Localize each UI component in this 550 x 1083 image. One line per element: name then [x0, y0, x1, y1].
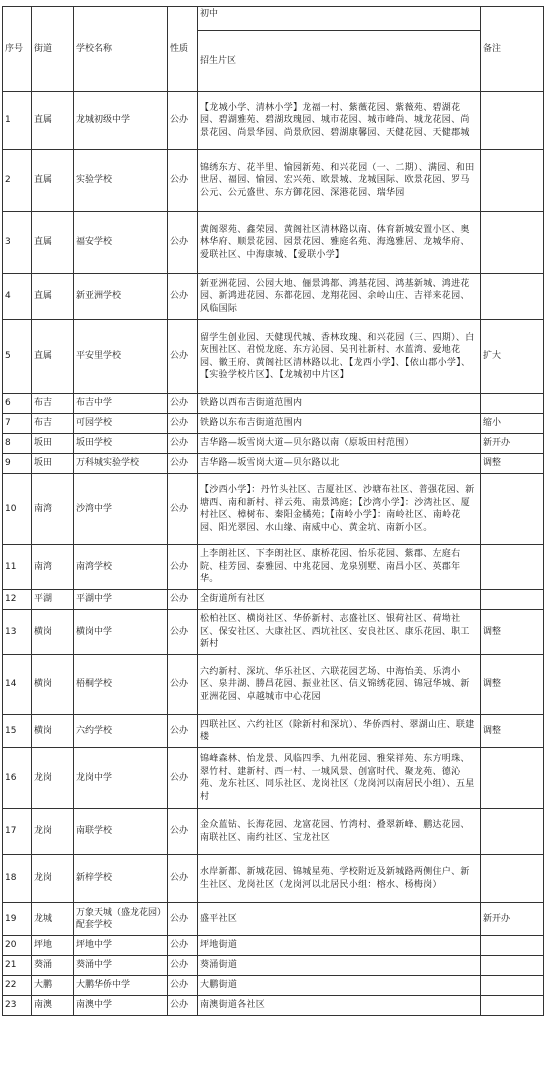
row-area: 松柏社区、横岗社区、华侨新村、志盛社区、银荷社区、荷坳社区、保安社区、大康社区、西坑社区、安良社区、康乐花园、职工新村 — [198, 610, 481, 655]
row-street: 龙岗 — [32, 809, 74, 855]
row-no: 8 — [3, 434, 32, 454]
row-school: 新梓学校 — [74, 855, 168, 903]
row-no: 2 — [3, 150, 32, 212]
row-type: 公办 — [168, 715, 198, 748]
table-row — [3, 903, 544, 936]
row-area: 吉华路—坂雪岗大道—贝尔路以北 — [198, 454, 481, 474]
row-no: 16 — [3, 748, 32, 809]
header-school: 学校名称 — [74, 7, 168, 92]
row-no: 12 — [3, 590, 32, 610]
row-area: 盛平社区 — [198, 903, 481, 936]
row-street: 葵涌 — [32, 956, 74, 976]
row-note — [481, 855, 544, 903]
row-school: 布吉中学 — [74, 394, 168, 414]
row-note — [481, 394, 544, 414]
header-area: 招生片区 — [198, 31, 481, 92]
row-type: 公办 — [168, 855, 198, 903]
row-note — [481, 936, 544, 956]
row-school: 横岗中学 — [74, 610, 168, 655]
row-note — [481, 274, 544, 320]
row-note — [481, 474, 544, 545]
table-row — [3, 855, 544, 903]
row-school: 坪地中学 — [74, 936, 168, 956]
row-type: 公办 — [168, 590, 198, 610]
row-school: 福安学校 — [74, 212, 168, 274]
row-no: 1 — [3, 92, 32, 150]
row-school: 大鹏华侨中学 — [74, 976, 168, 996]
row-note — [481, 956, 544, 976]
row-school: 梧桐学校 — [74, 655, 168, 715]
table-row — [3, 976, 544, 996]
header-note: 备注 — [481, 7, 544, 92]
row-no: 11 — [3, 545, 32, 590]
row-note — [481, 212, 544, 274]
row-type: 公办 — [168, 150, 198, 212]
row-no: 3 — [3, 212, 32, 274]
row-street: 直属 — [32, 150, 74, 212]
row-street: 南湾 — [32, 545, 74, 590]
row-street: 坂田 — [32, 454, 74, 474]
table-row — [3, 610, 544, 655]
row-type: 公办 — [168, 434, 198, 454]
row-street: 龙城 — [32, 903, 74, 936]
row-area: 【龙城小学、清林小学】龙福一村、紫薇花园、紫薇苑、碧湖花园、碧湖雅苑、碧湖玫瑰园、城市花园、城市峰尚、城龙花园、尚景花园、尚景华园、尚景欣园、碧湖康馨园、天健花园、天健郡城 — [198, 92, 481, 150]
table-row — [3, 956, 544, 976]
row-area: 全街道所有社区 — [198, 590, 481, 610]
row-no: 14 — [3, 655, 32, 715]
table-row — [3, 212, 544, 274]
row-street: 直属 — [32, 274, 74, 320]
row-street: 布吉 — [32, 414, 74, 434]
row-area: 锦峰森林、怡龙景、风临四季、九州花园、雅棠祥苑、东方明珠、翠竹村、建新村、西一村、一城风景、创富时代、聚龙苑、德沁苑、龙东社区、同乐社区、龙岗社区（龙岗河以南居民小组）、五星村 — [198, 748, 481, 809]
row-note: 调整 — [481, 715, 544, 748]
row-school: 实验学校 — [74, 150, 168, 212]
row-school: 南澳中学 — [74, 996, 168, 1016]
table-row — [3, 655, 544, 715]
table-row — [3, 274, 544, 320]
row-no: 17 — [3, 809, 32, 855]
enrollment-table — [2, 6, 544, 1016]
row-school: 平安里学校 — [74, 320, 168, 394]
row-no: 6 — [3, 394, 32, 414]
row-area: 铁路以东布吉街道范围内 — [198, 414, 481, 434]
row-note — [481, 545, 544, 590]
row-type: 公办 — [168, 936, 198, 956]
row-type: 公办 — [168, 545, 198, 590]
row-area: 水岸新都、新城花园、锦城星苑、学校附近及新城路两侧住户、新生社区、龙岗社区（龙岗河以北居民小组：榕水、杨梅岗） — [198, 855, 481, 903]
table-row — [3, 748, 544, 809]
row-note: 调整 — [481, 655, 544, 715]
table-row — [3, 996, 544, 1016]
row-note — [481, 809, 544, 855]
row-school: 新亚洲学校 — [74, 274, 168, 320]
header-street: 街道 — [32, 7, 74, 92]
row-type: 公办 — [168, 474, 198, 545]
row-school: 万科城实验学校 — [74, 454, 168, 474]
row-note: 调整 — [481, 610, 544, 655]
row-no: 9 — [3, 454, 32, 474]
table-row — [3, 454, 544, 474]
row-school: 龙城初级中学 — [74, 92, 168, 150]
row-area: 葵涌街道 — [198, 956, 481, 976]
row-street: 横岗 — [32, 610, 74, 655]
row-street: 坂田 — [32, 434, 74, 454]
row-area: 上李朗社区、下李朗社区、康桥花园、怡乐花园、紫郡、左庭右院、桂芳园、泰雅园、中兆花园、龙泉别墅、南昌小区、英郡年华。 — [198, 545, 481, 590]
row-school: 万象天城（盛龙花园）配套学校 — [74, 903, 168, 936]
row-note — [481, 590, 544, 610]
row-school: 葵涌中学 — [74, 956, 168, 976]
row-no: 20 — [3, 936, 32, 956]
row-note — [481, 150, 544, 212]
row-street: 直属 — [32, 92, 74, 150]
row-no: 15 — [3, 715, 32, 748]
row-street: 直属 — [32, 212, 74, 274]
row-note — [481, 996, 544, 1016]
row-area: 坪地街道 — [198, 936, 481, 956]
table-row — [3, 320, 544, 394]
row-street: 横岗 — [32, 655, 74, 715]
row-school: 龙岗中学 — [74, 748, 168, 809]
row-no: 19 — [3, 903, 32, 936]
row-note: 调整 — [481, 454, 544, 474]
table-row — [3, 715, 544, 748]
row-no: 10 — [3, 474, 32, 545]
row-street: 横岗 — [32, 715, 74, 748]
row-area: 金众蓝钻、长海花园、龙富花园、竹湾村、叠翠新峰、鹏达花园、南联社区、南约社区、宝龙社区 — [198, 809, 481, 855]
row-type: 公办 — [168, 274, 198, 320]
table-row — [3, 545, 544, 590]
row-area: 黄阁翠苑、鑫荣园、黄阁社区清林路以南、体育新城安置小区、奥林华府、顺景花园、园景花园、雅庭名苑、海逸雅居、龙城华府、爱联社区、中海康城、【爱联小学】 — [198, 212, 481, 274]
row-street: 南澳 — [32, 996, 74, 1016]
row-area: 吉华路—坂雪岗大道—贝尔路以南（原坂田村范围） — [198, 434, 481, 454]
table-row — [3, 150, 544, 212]
row-street: 坪地 — [32, 936, 74, 956]
row-no: 13 — [3, 610, 32, 655]
row-area: 【沙西小学】：丹竹头社区、吉厦社区、沙塘布社区、普强花园、新塘西、南和新村、祥云苑、南景鸿庭；【沙湾小学】：沙湾社区、厦村社区、樟树布、秦阳金橘苑；【南岭小学】：南岭社区、南岭花园、阳光翠园、水山缘、南威中心、黄金坑、南新小区。 — [198, 474, 481, 545]
row-type: 公办 — [168, 748, 198, 809]
row-type: 公办 — [168, 212, 198, 274]
row-note: 扩大 — [481, 320, 544, 394]
row-school: 沙湾中学 — [74, 474, 168, 545]
row-street: 南湾 — [32, 474, 74, 545]
row-no: 7 — [3, 414, 32, 434]
row-school: 六约学校 — [74, 715, 168, 748]
table-body — [3, 7, 544, 1016]
table-row — [3, 809, 544, 855]
row-school: 南联学校 — [74, 809, 168, 855]
table-row — [3, 474, 544, 545]
row-street: 直属 — [32, 320, 74, 394]
row-area: 锦绣东方、花半里、愉园新苑、和兴花园（一、二期）、满园、和田世居、福园、愉园、宏兴苑、欧景城、龙城国际、欧景花园、罗马公元、公元盛世、东方御花园、深港花园、瑞华园 — [198, 150, 481, 212]
header-row-top — [3, 7, 544, 31]
row-street: 龙岗 — [32, 748, 74, 809]
row-street: 平湖 — [32, 590, 74, 610]
row-no: 23 — [3, 996, 32, 1016]
row-street: 龙岗 — [32, 855, 74, 903]
row-type: 公办 — [168, 394, 198, 414]
row-school: 南湾学校 — [74, 545, 168, 590]
table-row — [3, 936, 544, 956]
table-row — [3, 92, 544, 150]
header-type: 性质 — [168, 7, 198, 92]
row-type: 公办 — [168, 956, 198, 976]
table-row — [3, 414, 544, 434]
row-no: 22 — [3, 976, 32, 996]
row-type: 公办 — [168, 996, 198, 1016]
row-no: 18 — [3, 855, 32, 903]
row-street: 布吉 — [32, 394, 74, 414]
row-note — [481, 748, 544, 809]
row-type: 公办 — [168, 92, 198, 150]
row-area: 南澳街道各社区 — [198, 996, 481, 1016]
table-row — [3, 394, 544, 414]
row-note — [481, 976, 544, 996]
table-row — [3, 590, 544, 610]
row-note: 新开办 — [481, 434, 544, 454]
row-area: 新亚洲花园、公园大地、俪景鸿都、鸿基花园、鸿基新城、鸿进花园、新鸿进花园、东都花园、龙翔花园、余岭山庄、吉祥来花园、风临国际 — [198, 274, 481, 320]
table-row — [3, 434, 544, 454]
row-area: 留学生创业园、天健现代城、香林玫瑰、和兴花园（三、四期）、白灰围社区、君悦龙庭、东方沁园、吴刊社新村、水蓝湾、爱地花园、徽王府、黄阁社区清林路以北、【龙西小学】、【依山郡小学】、【实验学校片区】、【龙城初中片区】 — [198, 320, 481, 394]
row-area: 六约新村、深坑、华乐社区、六联花园艺场、中海怡美、乐湾小区、泉井湖、勝昌花园、振业社区、信义锦绣花园、锦冠华城、新亚洲花园、卓越城市中心花园 — [198, 655, 481, 715]
row-school: 平湖中学 — [74, 590, 168, 610]
row-type: 公办 — [168, 903, 198, 936]
row-no: 4 — [3, 274, 32, 320]
row-area: 四联社区、六约社区（除新村和深坑）、华侨西村、翠湖山庄、联建楼 — [198, 715, 481, 748]
row-note: 新开办 — [481, 903, 544, 936]
row-school: 可园学校 — [74, 414, 168, 434]
row-no: 21 — [3, 956, 32, 976]
row-type: 公办 — [168, 655, 198, 715]
row-type: 公办 — [168, 976, 198, 996]
row-type: 公办 — [168, 610, 198, 655]
header-level: 初中 — [198, 7, 481, 31]
row-area: 大鹏街道 — [198, 976, 481, 996]
row-type: 公办 — [168, 809, 198, 855]
row-note: 缩小 — [481, 414, 544, 434]
header-no: 序号 — [3, 7, 32, 92]
row-area: 铁路以西布吉街道范围内 — [198, 394, 481, 414]
row-type: 公办 — [168, 454, 198, 474]
row-street: 大鹏 — [32, 976, 74, 996]
row-school: 坂田学校 — [74, 434, 168, 454]
row-type: 公办 — [168, 414, 198, 434]
row-no: 5 — [3, 320, 32, 394]
row-note — [481, 92, 544, 150]
row-type: 公办 — [168, 320, 198, 394]
